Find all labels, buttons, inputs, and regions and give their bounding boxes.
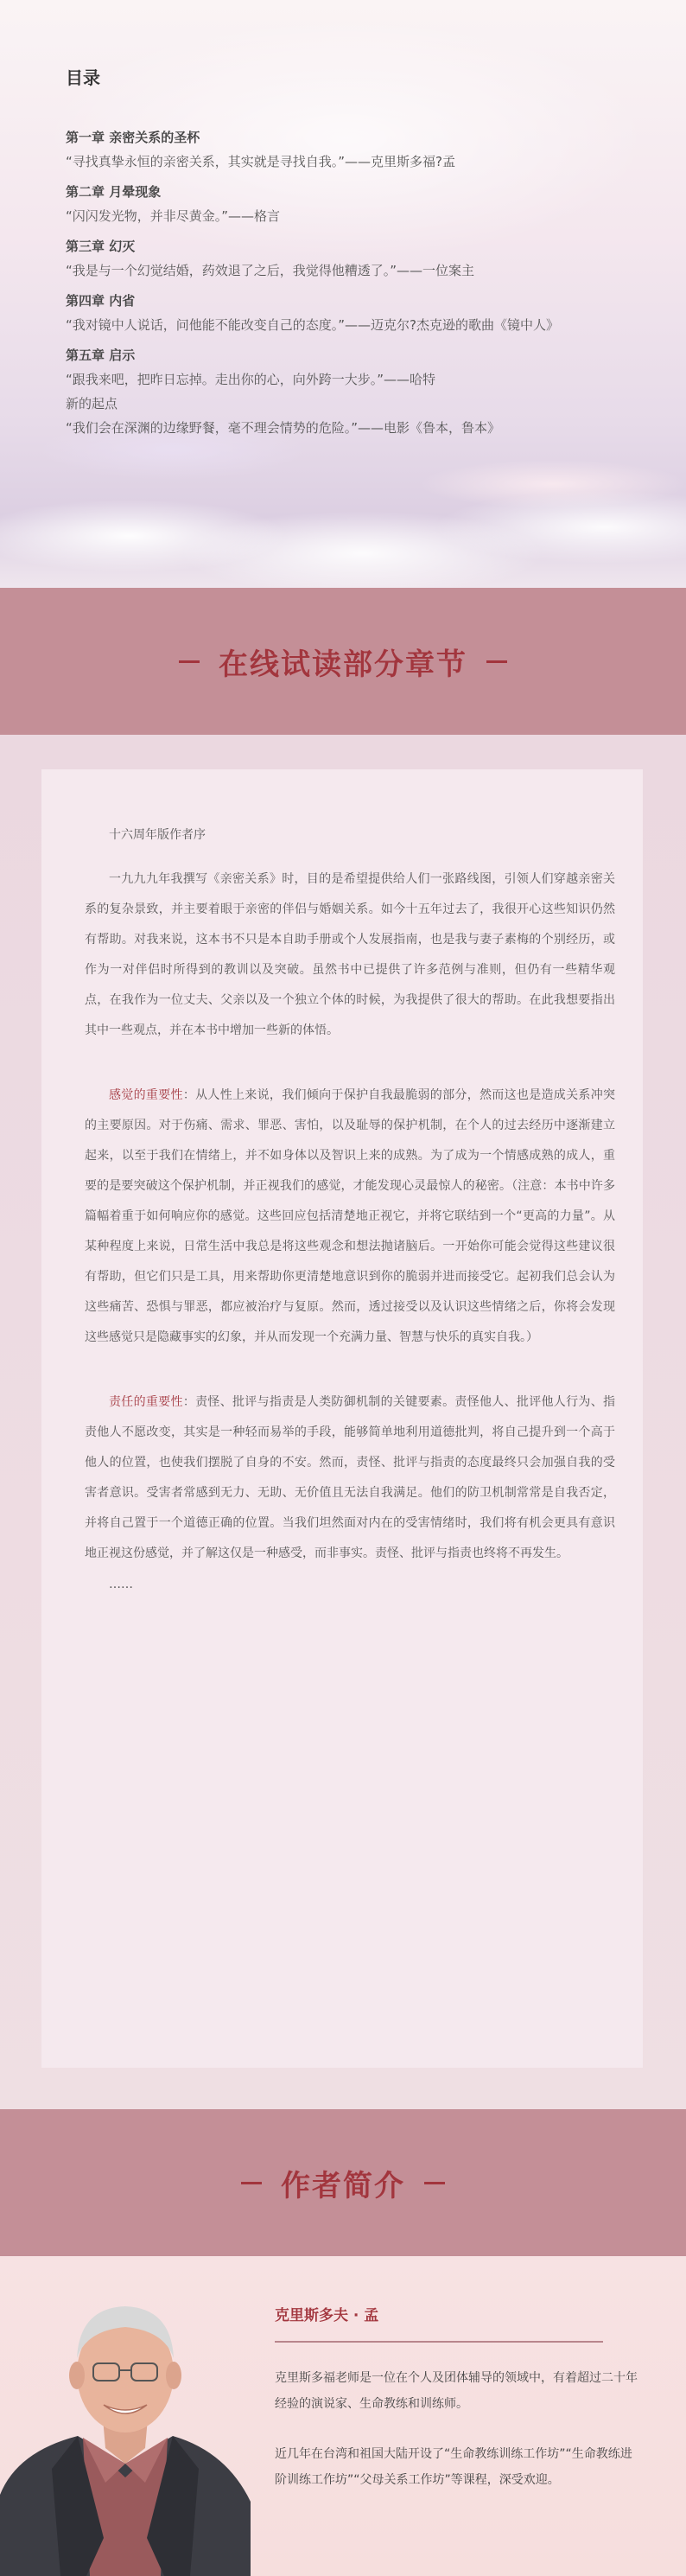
chapter-quote: “闪闪发光物，并非尽黄金。”——格言 xyxy=(66,208,281,224)
paragraph-feelings xyxy=(85,1081,615,1353)
chapter-title: 第二章 月晕现象 xyxy=(66,184,162,200)
paragraph-responsibility xyxy=(85,1387,615,1569)
trial-reading-banner xyxy=(0,588,686,735)
author-name: 克里斯多夫 · 孟 xyxy=(275,2307,379,2324)
toc-title: 目录 xyxy=(66,67,100,88)
trial-reading-card xyxy=(41,769,643,2068)
toc-list xyxy=(66,128,670,449)
author-bio-paragraph-1: 克里斯多福老师是一位在个人及团体辅导的领域中，有着超过二十年经验的演说家、生命教练和训练师。 xyxy=(275,2371,638,2411)
responsibility-label: 责任的重要性 xyxy=(109,1395,183,1409)
chapter-title: 第三章 幻灭 xyxy=(66,239,136,254)
banner-inner xyxy=(160,641,526,683)
author-photo xyxy=(0,2279,251,2576)
author-bio-paragraph-2: 近几年在台湾和祖国大陆开设了“生命教练训练工作坊”“生命教练进阶训练工作坊”“父母关系工作坊”等课程，深受欢迎。 xyxy=(275,2447,632,2487)
chapter-4 xyxy=(66,291,670,336)
preface-title: 十六周年版作者序 xyxy=(109,828,206,842)
chapter-title: 第五章 启示 xyxy=(66,348,136,363)
feelings-label: 感觉的重要性 xyxy=(109,1088,183,1102)
new-beginning-quote: “我们会在深渊的边缘野餐，毫不理会情势的危险。”——电影《鲁本，鲁本》 xyxy=(66,420,501,436)
new-beginning-title: 新的起点 xyxy=(66,396,118,411)
trial-reading-section xyxy=(0,735,686,2109)
chapter-2 xyxy=(66,182,670,227)
chapter-title: 第一章 亲密关系的圣杯 xyxy=(66,130,200,145)
chapter-quote: “我是与一个幻觉结婚，药效退了之后，我觉得他糟透了。”——一位案主 xyxy=(66,263,475,278)
dash-left xyxy=(241,2182,262,2184)
dash-left xyxy=(179,660,200,663)
continuation-ellipsis: …… xyxy=(109,1578,133,1591)
chapter-title: 第四章 内省 xyxy=(66,293,136,309)
chapter-3 xyxy=(66,237,670,282)
author-section xyxy=(0,2256,686,2576)
trial-reading-content xyxy=(85,825,615,1595)
paragraph-intro: 一九九九年我撰写《亲密关系》时，目的是希望提供给人们一张路线图，引领人们穿越亲密关系的复杂景致，并主要着眼于亲密的伴侣与婚姻关系。如今十五年过去了，我很开心这些知识仍然有帮助。对我来说，这本书不只是本自助手册或个人发展指南，也是我与妻子素梅的个别经历，或作为一对伴侣时所得到的教训以及突破。虽然书中已提供了许多范例与准则，但仍有一些精华观点，在我作为一位丈夫、父亲以及一个独立个体的时候，为我提供了很大的帮助。在此我想要指出其中一些观点，并在本书中增加一些新的体悟。 xyxy=(85,872,615,1037)
author-bio xyxy=(275,2365,638,2493)
author-banner xyxy=(0,2109,686,2256)
trial-reading-heading: 在线试读部分章节 xyxy=(219,647,467,682)
chapter-quote: “寻找真挚永恒的亲密关系，其实就是寻找自我。”——克里斯多福?孟 xyxy=(66,154,456,169)
chapter-5 xyxy=(66,346,670,439)
chapter-1 xyxy=(66,128,670,173)
chapter-quote: “我对镜中人说话，问他能不能改变自己的态度。”——迈克尔?杰克逊的歌曲《镜中人》 xyxy=(66,317,560,333)
author-heading: 作者简介 xyxy=(281,2168,405,2203)
feelings-text: ：从人性上来说，我们倾向于保护自我最脆弱的部分，然而这也是造成关系冲突的主要原因。对于伤痛、需求、罪恶、害怕，以及耻辱的保护机制，在个人的过去经历中逐渐建立起来，以至于我们在情绪上，并不如身体以及智识上来的成熟。为了成为一个情感成熟的成人，重要的是要突破这个保护机制，并正视我们的感觉，才能发现心灵最惊人的秘密。（注意：本书中许多篇幅着重于如何响应你的感觉。这些回应包括清楚地正视它，并将它联结到一个“更高的力量”。从某种程度上来说，日常生活中我总是将这些观念和想法抛诸脑后。一开始你可能会觉得这些建议很有帮助，但它们只是工具，用来帮助你更清楚地意识到你的脆弱并进而接受它。起初我们总会认为这些痛苦、恐惧与罪恶，都应被治疗与复原。然而，透过接受以及认识这些情绪之后，你将会发现这些感觉只是隐藏事实的幻象，并从而发现一个充满力量、智慧与快乐的真实自我。） xyxy=(85,1088,616,1344)
author-divider xyxy=(275,2341,603,2343)
responsibility-text: ：责怪、批评与指责是人类防御机制的关键要素。责怪他人、批评他人行为、指责他人不愿改变，其实是一种轻而易举的手段，能够简单地利用道德批判，将自己提升到一个高于他人的位置，也使我们摆脱了自身的不安。然而，责怪、批评与指责的态度最终只会加强自我的受害者意识。受害者常感到无力、无助、无价值且无法自我满足。他们的防卫机制常常是自我否定，并将自己置于一个道德正确的位置。当我们坦然面对内在的受害情绪时，我们将有机会更具有意识地正视这份感觉，并了解这仅是一种感受，而非事实。责怪、批评与指责也终将不再发生。 xyxy=(85,1395,616,1560)
dash-right xyxy=(424,2182,445,2184)
chapter-quote: “跟我来吧，把昨日忘掉。走出你的心，向外跨一大步。”——哈特 xyxy=(66,372,436,387)
dash-right xyxy=(486,660,507,663)
table-of-contents xyxy=(0,0,686,588)
banner-inner xyxy=(222,2162,464,2204)
